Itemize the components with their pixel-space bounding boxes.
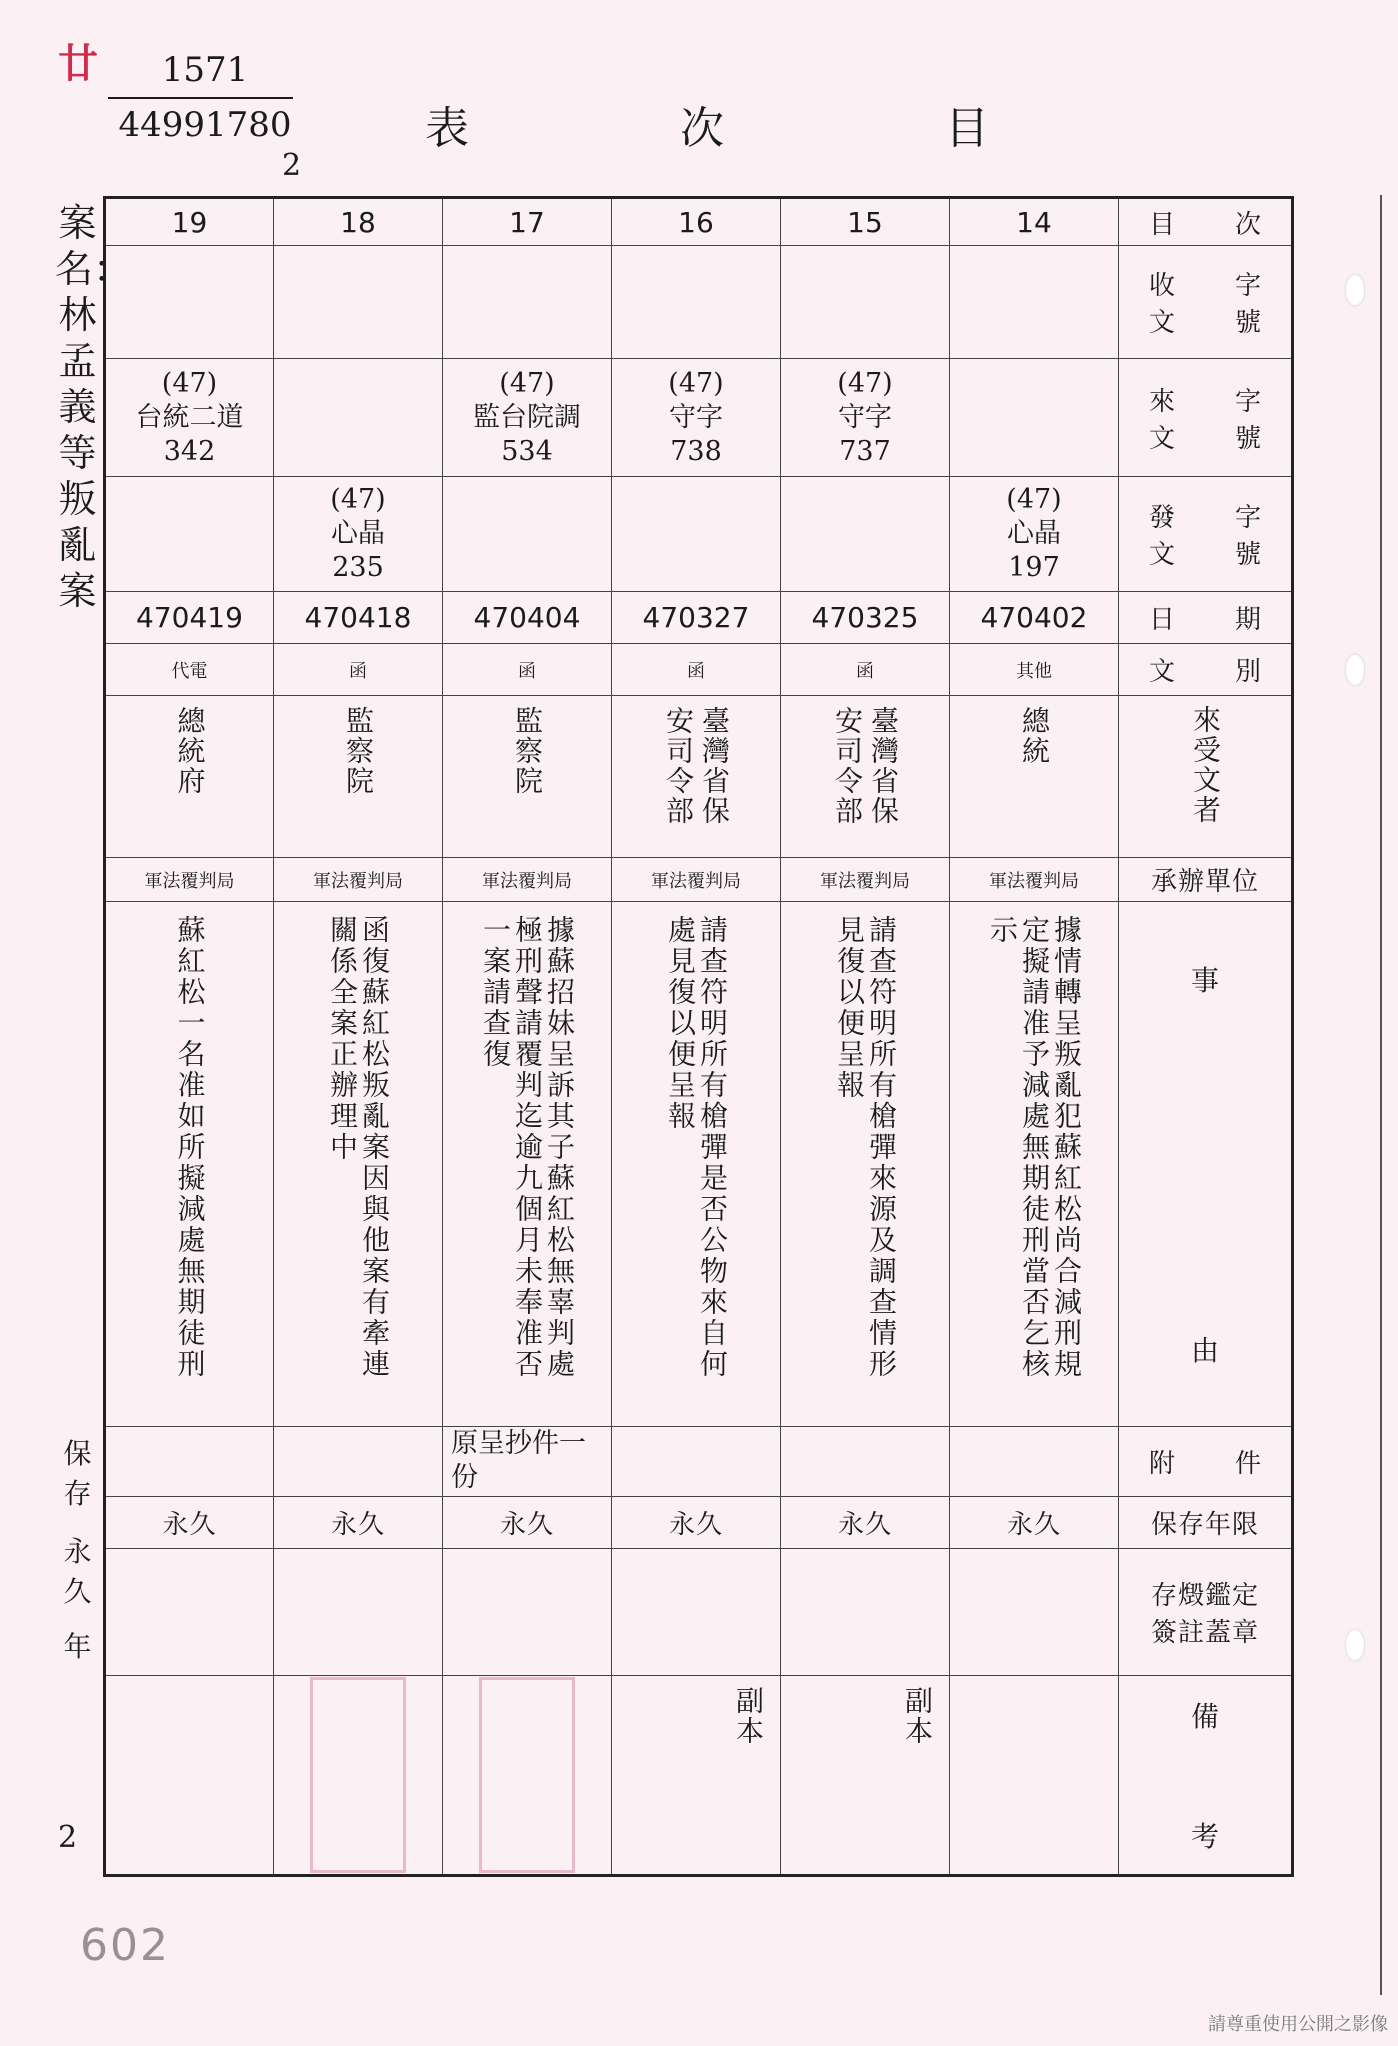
incoming-no [274,359,443,477]
outgoing-no: (47) 心晶 235 [274,477,443,592]
col-no: 19 [105,198,274,246]
subject: 請查符明所有槍彈來源及調查情形見復以便呈報 [781,902,950,1427]
col-no: 17 [443,198,612,246]
remark: 副本 [781,1676,950,1876]
remark [105,1676,274,1876]
correspondent: 總統 [950,696,1119,858]
row-archive [105,1549,1293,1676]
row-type [105,644,1293,696]
incoming-no: (47) 守字 738 [612,359,781,477]
doc-type: 函 [274,644,443,696]
row-subject [105,902,1293,1427]
title-char: 目 [945,103,989,154]
subject: 請查符明所有槍彈是否公物來自何處見復以便呈報 [612,902,781,1427]
handwritten-mark: 廿 [58,41,98,87]
attachment [612,1427,781,1497]
label-order: 目 次 [1119,198,1293,246]
incoming-no: (47) 台統二道 342 [105,359,274,477]
date: 470419 [105,592,274,644]
doc-type: 函 [781,644,950,696]
date: 470327 [612,592,781,644]
file-number-top: 1571 [161,50,249,90]
subject: 函復蘇紅松叛亂案因與他案有牽連關係全案正辦理中 [274,902,443,1427]
attachment [950,1427,1119,1497]
retention: 永久 [950,1497,1119,1549]
attachment [105,1427,274,1497]
correspondent: 臺灣省保安司令部 [612,696,781,858]
retention: 永久 [612,1497,781,1549]
title-char: 次 [680,103,724,154]
retention: 永久 [781,1497,950,1549]
file-number-bottom: 44991780 [118,105,292,145]
outgoing-no [443,477,612,592]
handler: 軍法覆判局 [950,858,1119,902]
remark: 副本 [612,1676,781,1876]
binding-line [1380,195,1382,1995]
handler: 軍法覆判局 [274,858,443,902]
usage-notice: 請尊重使用公開之影像 [1208,2014,1388,2035]
subject: 蘇紅松一名准如所擬減處無期徒刑 [105,902,274,1427]
title-char: 表 [425,103,469,154]
faded-stamp [479,1677,575,1873]
row-remark [105,1676,1293,1876]
subject: 據蘇招妹呈訴其子蘇紅松無辜判處極刑聲請覆判迄逾九個月未奉准否一案請查復 [443,902,612,1427]
handler: 軍法覆判局 [781,858,950,902]
fraction-line [108,97,293,99]
label-attachment: 附 件 [1119,1427,1293,1497]
binding-hole [1346,275,1364,305]
col-no: 15 [781,198,950,246]
row-outgoing [105,477,1293,592]
label-remark: 備 考 [1119,1676,1293,1876]
label-receive-no: 收 字 文 號 [1119,246,1293,359]
row-incoming [105,359,1293,477]
row-receive [105,246,1293,359]
label-archive: 存燬鑑定 簽註蓋章 [1119,1549,1293,1676]
label-correspondent: 來受文者 [1119,696,1293,858]
attachment [274,1427,443,1497]
correspondent: 總統府 [105,696,274,858]
retention: 永久 [274,1497,443,1549]
row-retention [105,1497,1293,1549]
remark [950,1676,1119,1876]
attachment [781,1427,950,1497]
doc-type: 代電 [105,644,274,696]
col-no: 14 [950,198,1119,246]
label-incoming-no: 來 字 文 號 [1119,359,1293,477]
file-sub-number: 2 [282,148,302,183]
row-handler [105,858,1293,902]
retention-value: 永久 [63,1535,92,1608]
remark [443,1676,612,1876]
row-order [105,198,1293,246]
col-no: 16 [612,198,781,246]
col-no: 18 [274,198,443,246]
binding-hole [1346,655,1364,685]
incoming-no [950,359,1119,477]
binding-hole [1346,1630,1364,1660]
retention-unit: 年 [63,1630,92,1663]
correspondent: 臺灣省保安司令部 [781,696,950,858]
attachment: 原呈抄件一份 [443,1427,612,1497]
label-doc-type: 文 別 [1119,644,1293,696]
date: 470402 [950,592,1119,644]
doc-type: 函 [443,644,612,696]
catalog-table [103,196,1294,1877]
label-outgoing-no: 發 字 文 號 [1119,477,1293,592]
archive-stamp-number: 602 [80,1920,170,1971]
correspondent: 監察院 [274,696,443,858]
remark [274,1676,443,1876]
handler: 軍法覆判局 [443,858,612,902]
retention-label: 保存 [63,1437,92,1510]
page-number: 2 [58,1820,78,1855]
label-date: 日 期 [1119,592,1293,644]
outgoing-no [781,477,950,592]
faded-stamp [310,1677,406,1873]
row-attachment [105,1427,1293,1497]
label-subject: 事 由 [1119,902,1293,1427]
label-handler: 承辦單位 [1119,858,1293,902]
doc-type: 函 [612,644,781,696]
outgoing-no [105,477,274,592]
handler: 軍法覆判局 [612,858,781,902]
retention: 永久 [105,1497,274,1549]
row-date [105,592,1293,644]
subject: 據情轉呈叛亂犯蘇紅松尚合減刑規定擬請准予減處無期徒刑當否乞核示 [950,902,1119,1427]
outgoing-no: (47) 心晶 197 [950,477,1119,592]
label-retention: 保存年限 [1119,1497,1293,1549]
retention: 永久 [443,1497,612,1549]
date: 470418 [274,592,443,644]
date: 470325 [781,592,950,644]
handler: 軍法覆判局 [105,858,274,902]
incoming-no: (47) 守字 737 [781,359,950,477]
doc-type: 其他 [950,644,1119,696]
outgoing-no [612,477,781,592]
case-name: 案名：林孟義等叛亂案 [55,201,132,613]
date: 470404 [443,592,612,644]
row-correspondent [105,696,1293,858]
incoming-no: (47) 監台院調 534 [443,359,612,477]
correspondent: 監察院 [443,696,612,858]
